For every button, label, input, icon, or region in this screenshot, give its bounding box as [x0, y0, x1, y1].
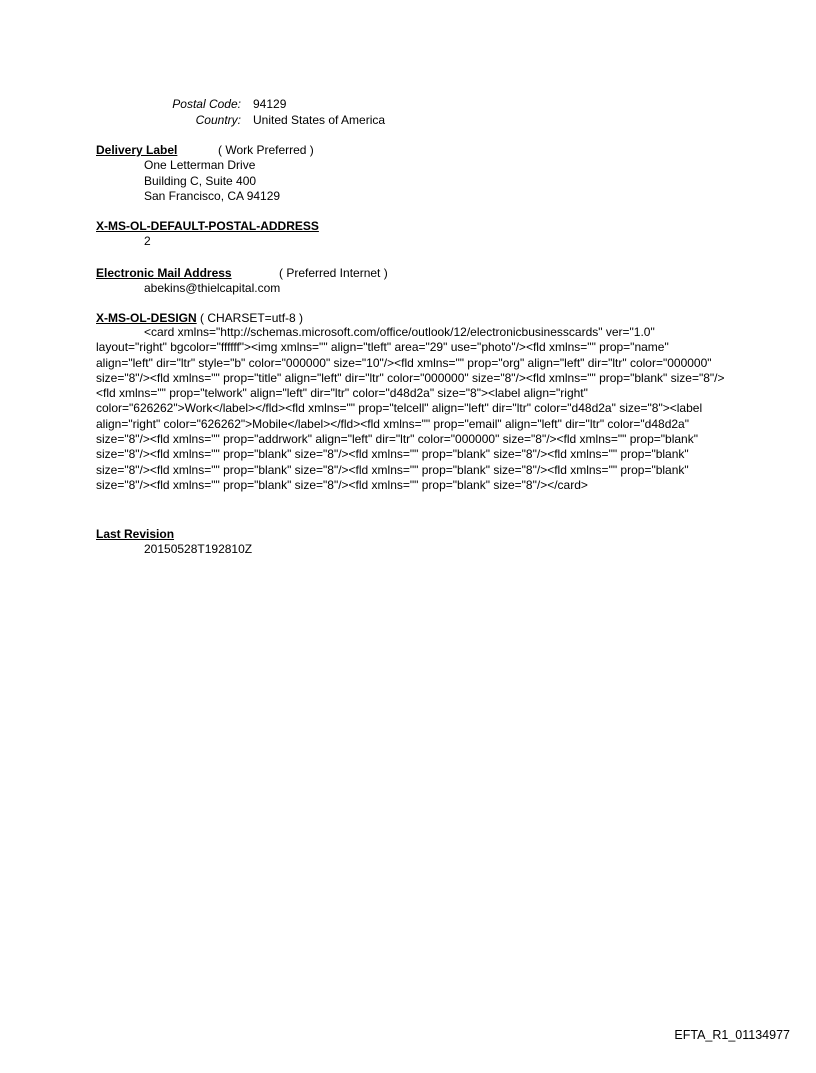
last-revision-value: 20150528T192810Z: [144, 542, 253, 556]
design-heading: X-MS-OL-DESIGN: [96, 311, 197, 325]
design-qualifier: ( CHARSET=utf-8 ): [200, 311, 304, 325]
postal-code-value: 94129: [253, 97, 287, 111]
default-postal-value: 2: [144, 234, 151, 248]
country-value: United States of America: [253, 113, 386, 127]
delivery-label-line: One Letterman Drive: [144, 158, 256, 172]
last-revision-heading: Last Revision: [96, 527, 175, 541]
delivery-label-line: Building C, Suite 400: [144, 174, 257, 188]
document-id: EFTA_R1_01134977: [674, 1028, 790, 1042]
postal-code-label: Postal Code:: [172, 97, 241, 111]
email-qualifier: ( Preferred Internet ): [279, 266, 388, 280]
design-xml-text: <card xmlns="http://schemas.microsoft.com/office/outlook/12/electronicbusinesscards" ver="1.0" layout="right" bgcolor="ffffff"><img xmlns="" align="tleft" area="29" use="photo"/><fld xmlns="" prop="name" align="left" dir="ltr" style="b" color="000000" size="10"/><fld xmlns="" prop="org" align="left" dir="ltr" color="000000" size="8"/><fld xmlns="" prop="title" align="left" dir="ltr" color="000000" size="8"/><fld xmlns="" prop="blank" size="8"/><fld xmlns="" prop="telwork" align="left" dir="ltr" color="d48d2a" size="8"><label align="right" color="626262">Work</label></fld><fld xmlns="" prop="telcell" align="left" dir="ltr" color="d48d2a" size="8"><label align="right" color="626262">Mobile</label></fld><fld xmlns="" prop="email" align="left" dir="ltr" color="d48d2a" size="8"/><fld xmlns="" prop="addrwork" align="left" dir="ltr" color="000000" size="8"/><fld xmlns="" prop="blank" size="8"/><fld xmlns="" prop="blank" size="8"/><fld xmlns="" prop="blank" size="8"/><fld xmlns="" prop="blank" size="8"/><fld xmlns="" prop="blank" size="8"/><fld xmlns="" prop="blank" size="8"/><fld xmlns="" prop="blank" size="8"/><fld xmlns="" prop="blank" size="8"/><fld xmlns="" prop="blank" size="8"/></card>: [96, 325, 725, 492]
email-value: abekins@thielcapital.com: [144, 281, 281, 295]
delivery-label-heading: Delivery Label: [96, 143, 178, 157]
country-label: Country:: [195, 113, 241, 127]
delivery-label-line: San Francisco, CA 94129: [144, 189, 281, 203]
design-header-row: [96, 311, 303, 326]
email-heading: Electronic Mail Address: [96, 266, 232, 280]
delivery-label-qualifier: ( Work Preferred ): [218, 143, 314, 157]
default-postal-heading: X-MS-OL-DEFAULT-POSTAL-ADDRESS: [96, 219, 319, 233]
